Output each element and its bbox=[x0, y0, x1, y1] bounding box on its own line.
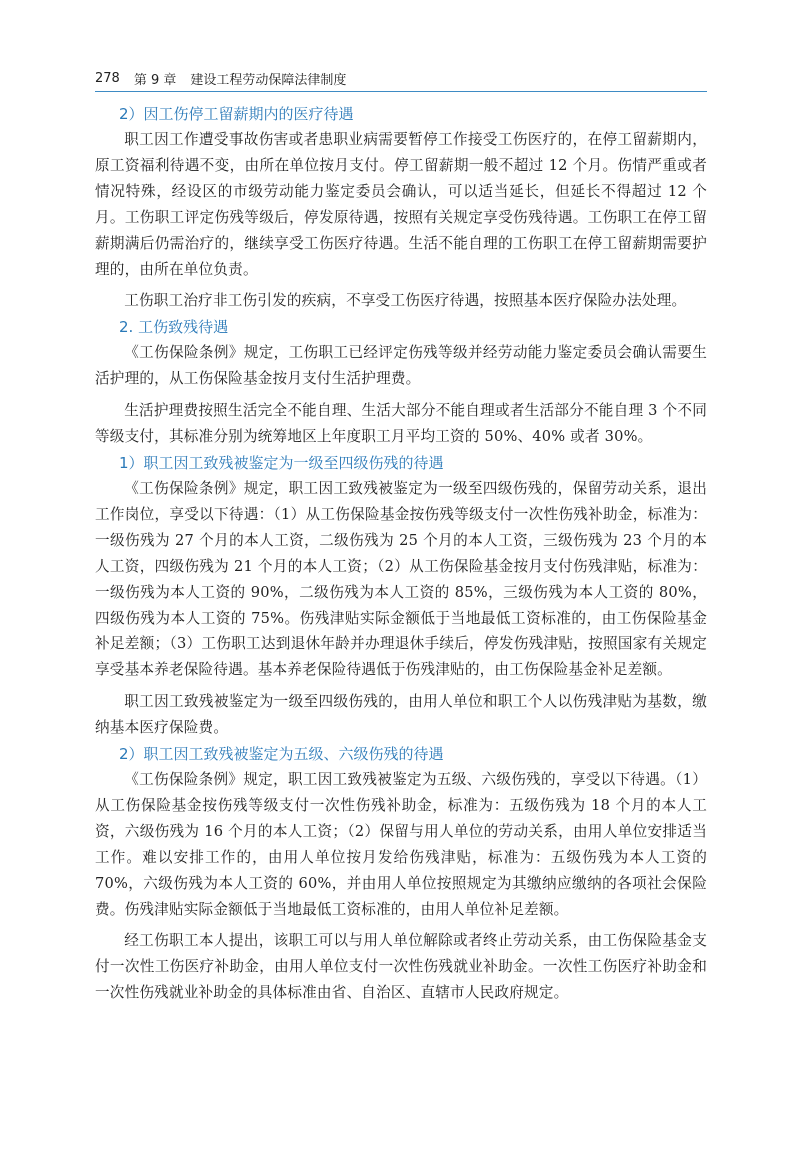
paragraph: 职工因工作遭受事故伤害或者患职业病需要暂停工作接受工伤医疗的，在停工留薪期内，原工资福利待遇不变，由所在单位按月支付。停工留薪期一般不超过 12 个月。伤情严重或者情况特殊，经设区的市级劳动能力鉴定委员会确认，可以适当延长，但延长不得超过 12 个月。工伤职工评定伤残等级后，停发原待遇，按照有关规定享受伤残待遇。工伤职工在停工留薪期满后仍需治疗的，继续享受工伤医疗待遇。生活不能自理的工伤职工在停工留薪期需要护理的，由所在单位负责。 bbox=[95, 131, 707, 278]
paragraph: 《工伤保险条例》规定，工伤职工已经评定伤残等级并经劳动能力鉴定委员会确认需要生活护理的，从工伤保险基金按月支付生活护理费。 bbox=[95, 344, 707, 388]
paragraph: 《工伤保险条例》规定，职工因工致残被鉴定为一级至四级伤残的，保留劳动关系，退出工作岗位，享受以下待遇：（1）从工伤保险基金按伤残等级支付一次性伤残补助金，标准为：一级伤残为 27 个月的本人工资，二级伤残为 25 个月的本人工资，三级伤残为 23 个月的本人工资，四级伤残为 21 个月的本人工资；（2）从工伤保险基金按月支付伤残津贴，标准为：一级伤残为本人工资的 90%，二级伤残为本人工资的 85%，三级伤残为本人工资的 80%，四级伤残为本人工资的 75%。伤残津贴实际金额低于当地最低工资标准的，由工伤保险基金补足差额；（3）工伤职工达到退休年龄并办理退休手续后，停发伤残津贴，按照国家有关规定享受基本养老保险待遇。基本养老保险待遇低于伤残津贴的，由工伤保险基金补足差额。 bbox=[95, 479, 707, 679]
paragraph: 《工伤保险条例》规定，职工因工致残被鉴定为五级、六级伤残的，享受以下待遇。（1）从工伤保险基金按伤残等级支付一次性伤残补助金，标准为：五级伤残为 18 个月的本人工资，六级伤残为 16 个月的本人工资；（2）保留与用人单位的劳动关系，由用人单位安排适当工作。难以安排工作的，由用人单位按月发给伤残津贴，标准为：五级伤残为本人工资的 70%，六级伤残为本人工资的 60%，并由用人单位按照规定为其缴纳应缴纳的各项社会保险费。伤残津贴实际金额低于当地最低工资标准的，由用人单位补足差额。 bbox=[95, 771, 707, 918]
page-number: 278 bbox=[95, 70, 120, 86]
paragraph: 职工因工致残被鉴定为一级至四级伤残的，由用人单位和职工个人以伤残津贴为基数，缴纳基本医疗保险费。 bbox=[95, 693, 707, 737]
heading-level-1-4: 1）职工因工致残被鉴定为一级至四级伤残的待遇 bbox=[119, 453, 444, 472]
body-text bbox=[95, 101, 707, 1006]
paragraph: 经工伤职工本人提出，该职工可以与用人单位解除或者终止劳动关系，由工伤保险基金支付一次性工伤医疗补助金，由用人单位支付一次性伤残就业补助金。一次性工伤医疗补助金和一次性伤残就业补助金的具体标准由省、自治区、直辖市人民政府规定。 bbox=[95, 932, 707, 1002]
heading-level-5-6: 2）职工因工致残被鉴定为五级、六级伤残的待遇 bbox=[119, 745, 444, 764]
heading-suspension-medical: 2）因工伤停工留薪期内的医疗待遇 bbox=[119, 105, 354, 123]
running-header bbox=[95, 66, 707, 90]
header-divider bbox=[95, 91, 707, 92]
heading-disability: 2. 工伤致残待遇 bbox=[119, 318, 229, 337]
paragraph: 生活护理费按照生活完全不能自理、生活大部分不能自理或者生活部分不能自理 3 个不同等级支付，其标准分别为统筹地区上年度职工月平均工资的 50%、40% 或者 30%。 bbox=[95, 402, 707, 446]
chapter-title: 建设工程劳动保障法律制度 bbox=[190, 72, 347, 88]
chapter-label: 第 9 章 bbox=[133, 72, 177, 88]
paragraph: 工伤职工治疗非工伤引发的疾病，不享受工伤医疗待遇，按照基本医疗保险办法处理。 bbox=[124, 292, 687, 310]
